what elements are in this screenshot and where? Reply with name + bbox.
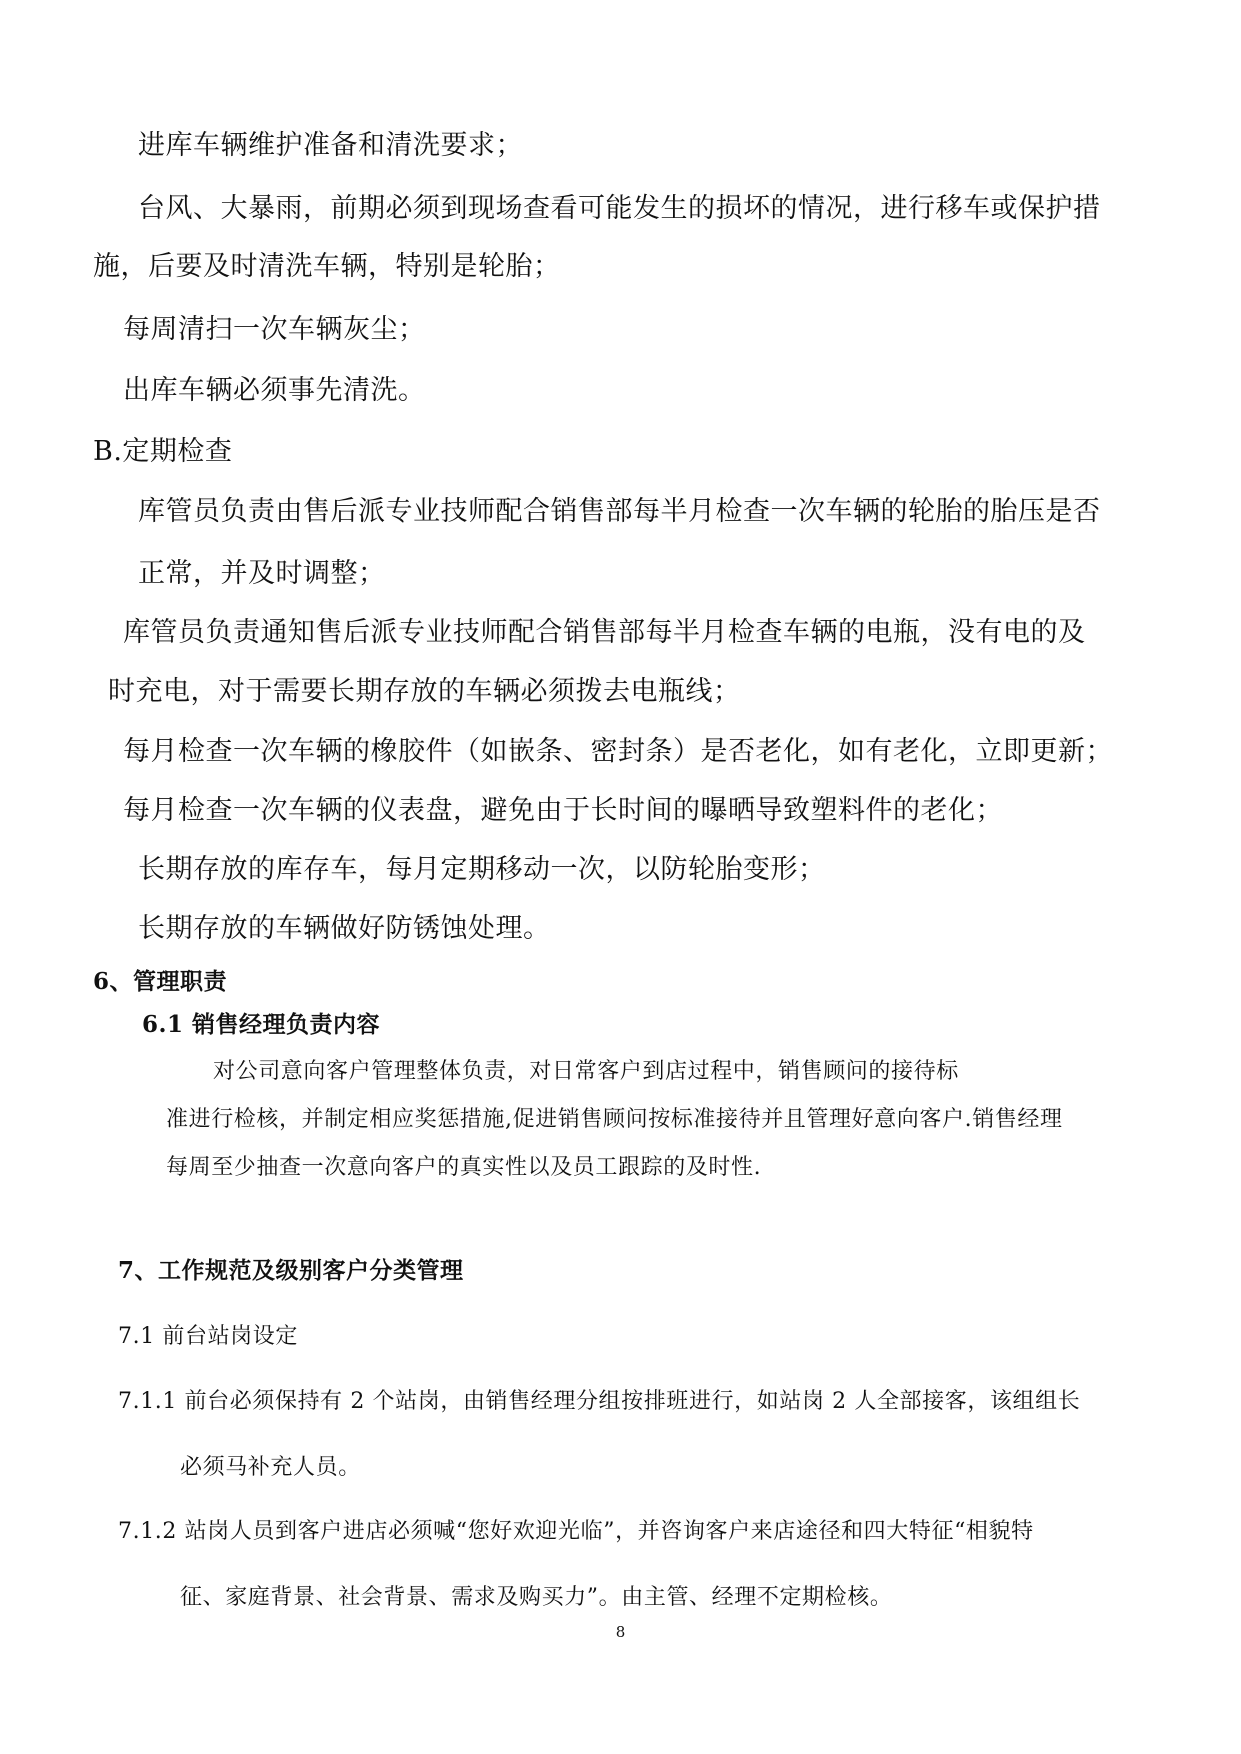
paragraph-line: 时充电，对于需要长期存放的车辆必须拨去电瓶线；	[108, 676, 741, 707]
paragraph-line: 库管员负责由售后派专业技师配合销售部每半月检查一次车辆的轮胎的胎压是否	[138, 496, 1101, 527]
paragraph-line: 库管员负责通知售后派专业技师配合销售部每半月检查车辆的电瓶，没有电的及	[123, 617, 1086, 648]
paragraph-line: 征、家庭背景、社会背景、需求及购买力”。由主管、经理不定期检核。	[180, 1585, 893, 1610]
section-b-heading: B.定期检查	[93, 436, 233, 467]
paragraph-line: 台风、大暴雨，前期必须到现场查看可能发生的损坏的情况，进行移车或保护措	[138, 193, 1101, 224]
paragraph-line: 出库车辆必须事先清洗。	[123, 375, 426, 406]
paragraph-line: 进库车辆维护准备和清洗要求；	[138, 130, 523, 161]
section-6-heading: 6、管理职责	[93, 968, 228, 995]
paragraph-line: 每月检查一次车辆的橡胶件（如嵌条、密封条）是否老化，如有老化，立即更新；	[123, 736, 1113, 767]
paragraph-line: 7.1.2 站岗人员到客户进店必须喊“您好欢迎光临”，并咨询客户来店途径和四大特征“相貌特	[118, 1519, 1034, 1544]
paragraph-line: 7.1.1 前台必须保持有 2 个站岗，由销售经理分组按排班进行，如站岗 2 人全部接客，该组组长	[118, 1389, 1081, 1414]
section-7-heading: 7、工作规范及级别客户分类管理	[118, 1257, 464, 1284]
paragraph-line: 7.1 前台站岗设定	[118, 1324, 298, 1349]
paragraph-line: 长期存放的库存车，每月定期移动一次，以防轮胎变形；	[138, 854, 826, 885]
paragraph-line: 每周至少抽查一次意向客户的真实性以及员工跟踪的及时性.	[166, 1155, 762, 1180]
paragraph-line: 每周清扫一次车辆灰尘；	[123, 314, 426, 345]
section-6-1-heading: 6.1 销售经理负责内容	[142, 1011, 381, 1038]
paragraph-line: 必须马补充人员。	[180, 1455, 361, 1480]
paragraph-line: 准进行检核，并制定相应奖惩措施,促进销售顾问按标准接待并且管理好意向客户.销售经理	[166, 1107, 1063, 1132]
paragraph-line: 长期存放的车辆做好防锈蚀处理。	[138, 913, 551, 944]
paragraph-line: 每月检查一次车辆的仪表盘，避免由于长时间的曝晒导致塑料件的老化；	[123, 795, 1003, 826]
paragraph-line: 施，后要及时清洗车辆，特别是轮胎；	[93, 251, 561, 282]
paragraph-line: 正常，并及时调整；	[138, 558, 386, 589]
paragraph-line: 对公司意向客户管理整体负责，对日常客户到店过程中，销售顾问的接待标	[213, 1059, 959, 1084]
page-number: 8	[615, 1623, 626, 1641]
